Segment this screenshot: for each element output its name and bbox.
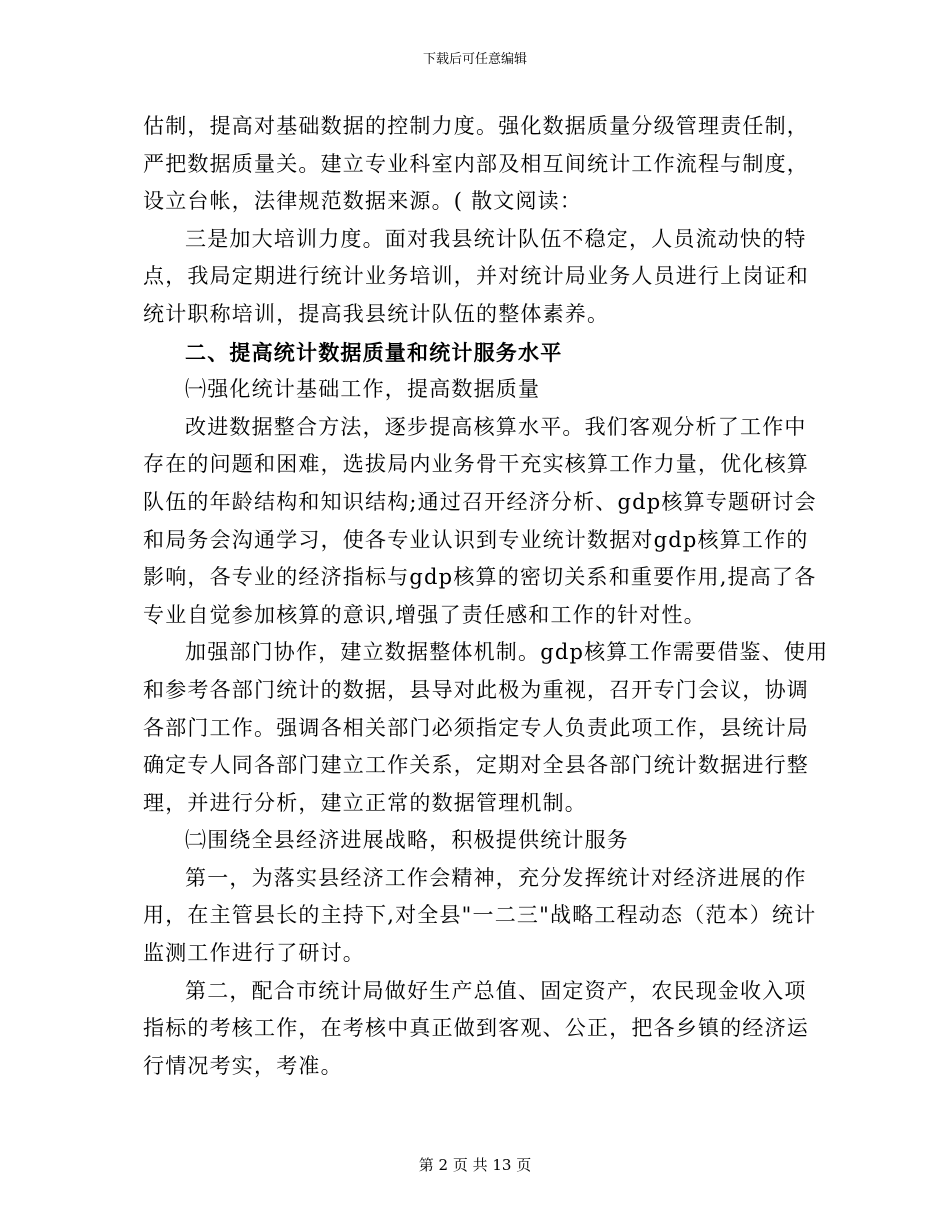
paragraph-line: 设立台帐，法律规范数据来源。( 散文阅读： bbox=[143, 189, 583, 214]
paragraph-line: 确定专人同各部门建立工作关系，定期对全县各部门统计数据进行整 bbox=[143, 753, 809, 778]
subsection-heading: ㈠强化统计基础工作，提高数据质量 bbox=[185, 377, 541, 402]
document-body bbox=[143, 108, 829, 1085]
paragraph-line: 第二，配合市统计局做好生产总值、固定资产，农民现金收入项 bbox=[185, 978, 807, 1003]
subsection-heading: ㈡围绕全县经济进展战略，积极提供统计服务 bbox=[185, 828, 629, 853]
paragraph-line: 专业自觉参加核算的意识,增强了责任感和工作的针对性。 bbox=[143, 602, 706, 627]
paragraph-line: 影响，各专业的经济指标与gdp核算的密切关系和重要作用,提高了各 bbox=[143, 565, 817, 590]
paragraph-line: 估制，提高对基础数据的控制力度。强化数据质量分级管理责任制， bbox=[143, 114, 809, 138]
section-heading: 二、提高统计数据质量和统计服务水平 bbox=[185, 339, 563, 365]
paragraph-line: 用，在主管县长的主持下,对全县"一二三"战略工程动态（范本）统计 bbox=[143, 903, 817, 928]
paragraph-line: 点，我局定期进行统计业务培训，并对统计局业务人员进行上岗证和 bbox=[143, 264, 809, 289]
paragraph-line: 和局务会沟通学习，使各专业认识到专业统计数据对gdp核算工作的 bbox=[143, 527, 809, 552]
paragraph-line: 存在的问题和困难，选拔局内业务骨干充实核算工作力量，优化核算 bbox=[143, 452, 809, 477]
paragraph-line: 指标的考核工作，在考核中真正做到客观、公正，把各乡镇的经济运 bbox=[143, 1016, 809, 1041]
paragraph-line: 各部门工作。强调各相关部门必须指定专人负责此项工作，县统计局 bbox=[143, 715, 809, 740]
paragraph-line: 和参考各部门统计的数据，县导对此极为重视，召开专门会议，协调 bbox=[143, 677, 809, 702]
paragraph-line: 行情况考实，考准。 bbox=[143, 1053, 343, 1078]
paragraph-line: 统计职称培训，提高我县统计队伍的整体素养。 bbox=[143, 301, 610, 326]
paragraph-line: 队伍的年龄结构和知识结构;通过召开经济分析、gdp核算专题研讨会 bbox=[143, 489, 817, 514]
paragraph-line: 加强部门协作，建立数据整体机制。gdp核算工作需要借鉴、使用 bbox=[185, 640, 829, 665]
paragraph-line: 监测工作进行了研讨。 bbox=[143, 941, 365, 966]
page-number: 第 2 页 共 13 页 bbox=[418, 1156, 532, 1174]
paragraph-line: 理，并进行分析，建立正常的数据管理机制。 bbox=[143, 790, 587, 815]
paragraph-line: 三是加大培训力度。面对我县统计队伍不稳定，人员流动快的特 bbox=[185, 226, 807, 251]
paragraph-line: 改进数据整合方法，逐步提高核算水平。我们客观分析了工作中 bbox=[185, 414, 807, 439]
paragraph-line: 严把数据质量关。建立专业科室内部及相互间统计工作流程与制度， bbox=[143, 151, 809, 176]
paragraph-line: 第一，为落实县经济工作会精神，充分发挥统计对经济进展的作 bbox=[185, 865, 807, 890]
page-header-note: 下载后可任意编辑 bbox=[422, 52, 527, 67]
